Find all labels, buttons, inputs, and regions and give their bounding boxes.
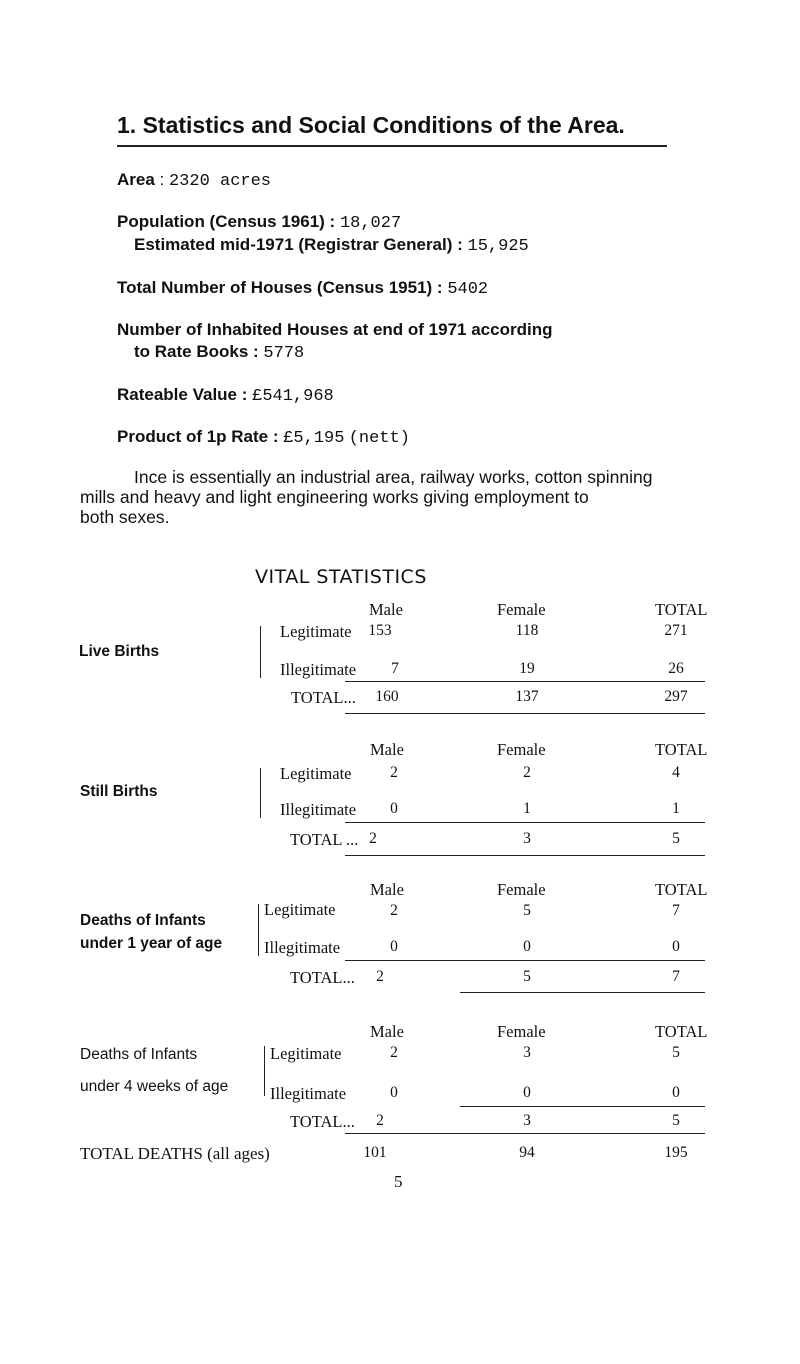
inf4-row-legit-female: 3 — [523, 1044, 531, 1061]
still-row-legit-total: 4 — [672, 764, 680, 781]
live-total-female: 137 — [515, 688, 539, 705]
inf1-row-legit-female: 5 — [523, 902, 531, 919]
live-total-header: TOTAL — [655, 600, 708, 619]
inf4-total-label: TOTAL... — [290, 1112, 355, 1131]
inf1-total-total: 7 — [672, 968, 680, 985]
total-deaths-total: 195 — [664, 1144, 688, 1161]
inf4-row-legit-label: Legitimate — [270, 1044, 342, 1063]
inf1-row-illegit-male: 0 — [390, 938, 398, 955]
houses-value: 5402 — [447, 280, 489, 299]
inf4-total-header: TOTAL — [655, 1022, 708, 1041]
inf1-row-legit-label: Legitimate — [264, 900, 336, 919]
inf1-male-header: Male — [370, 880, 404, 899]
live-total-total: 297 — [664, 688, 688, 705]
inhabited-label-2: to Rate Books — [134, 342, 249, 361]
still-births-brace — [260, 768, 261, 818]
inf1-female-header: Female — [497, 880, 546, 899]
live-row-illegit-male: 7 — [391, 660, 399, 677]
inf4-male-header: Male — [370, 1022, 404, 1041]
inf1-bottom-rule — [460, 992, 705, 993]
estimated-label: Estimated mid-1971 (Registrar General) — [134, 235, 453, 254]
inhabited-line1 — [117, 320, 552, 340]
inf1-total-header: TOTAL — [655, 880, 708, 899]
inf1-brace — [258, 904, 259, 956]
inf1-total-label: TOTAL... — [290, 968, 355, 987]
live-bottom-rule — [345, 713, 705, 714]
inf4-total-female: 3 — [523, 1112, 531, 1129]
live-row-legit-label: Legitimate — [280, 622, 352, 641]
still-total-label: TOTAL ... — [290, 830, 359, 849]
live-male-header: Male — [369, 600, 403, 619]
live-births-brace — [260, 626, 261, 678]
still-row-legit-label: Legitimate — [280, 764, 352, 783]
live-births-label: Live Births — [79, 643, 160, 660]
inf1-label-1: Deaths of Infants — [80, 912, 206, 929]
inf1-label-2: under 1 year of age — [80, 935, 223, 952]
description-line-3: both sexes. — [80, 507, 170, 527]
description-line-2: mills and heavy and light engineering works giving employment to — [80, 487, 589, 507]
still-bottom-rule — [345, 855, 705, 856]
inf1-row-illegit-total: 0 — [672, 938, 680, 955]
live-total-label: TOTAL... — [291, 688, 356, 707]
area-value: 2320 acres — [168, 172, 272, 191]
still-births-label: Still Births — [80, 783, 158, 800]
product-line: Product of 1p Rate : £5,195 (nett) — [117, 427, 410, 448]
still-total-male: 2 — [369, 830, 377, 847]
still-female-header: Female — [497, 740, 546, 759]
still-total-rule — [345, 822, 705, 823]
live-female-header: Female — [497, 600, 546, 619]
inf4-total-male: 2 — [376, 1112, 384, 1129]
product-value: £5,195 — [283, 429, 345, 448]
inf4-row-illegit-female: 0 — [523, 1084, 531, 1101]
area-line: Area : 2320 acres — [117, 170, 272, 191]
houses-line: Total Number of Houses (Census 1951) : 5402 — [117, 278, 489, 299]
description-line-1: Ince is essentially an industrial area, railway works, cotton spinning — [134, 467, 653, 487]
title-underline — [117, 145, 667, 147]
inf4-brace — [264, 1046, 265, 1096]
live-row-legit-female: 118 — [515, 622, 539, 639]
population-label: Population (Census 1961) — [117, 212, 325, 231]
live-row-legit-total: 271 — [664, 622, 688, 639]
still-row-illegit-label: Illegitimate — [280, 800, 357, 819]
inhabited-line2: to Rate Books : 5778 — [134, 342, 305, 363]
population-value: 18,027 — [339, 214, 402, 233]
estimated-value: 15,925 — [467, 237, 529, 256]
still-row-legit-female: 2 — [523, 764, 531, 781]
still-row-illegit-total: 1 — [672, 800, 680, 817]
product-note: (nett) — [348, 429, 410, 448]
inf1-row-legit-male: 2 — [390, 902, 398, 919]
inf1-row-illegit-label: Illegitimate — [264, 938, 341, 957]
live-row-illegit-label: Illegitimate — [280, 660, 357, 679]
inf4-total-total: 5 — [672, 1112, 680, 1129]
inf1-row-legit-total: 7 — [672, 902, 680, 919]
page-title: 1. Statistics and Social Conditions of the Area. — [117, 112, 625, 138]
still-row-illegit-female: 1 — [523, 800, 531, 817]
total-deaths-label: TOTAL DEATHS (all ages) — [80, 1144, 270, 1163]
inf4-female-header: Female — [497, 1022, 546, 1041]
inhabited-label-1: Number of Inhabited Houses at end of 1971 according — [117, 320, 553, 339]
live-total-male: 160 — [375, 688, 399, 705]
rateable-value: £541,968 — [252, 387, 334, 406]
still-total-female: 3 — [523, 830, 531, 847]
inf4-row-illegit-male: 0 — [390, 1084, 398, 1101]
rateable-line: Rateable Value : £541,968 — [117, 385, 334, 406]
product-label: Product of 1p Rate — [117, 427, 269, 446]
inf4-row-legit-total: 5 — [672, 1044, 680, 1061]
inhabited-value: 5778 — [263, 344, 305, 363]
live-row-illegit-female: 19 — [519, 660, 535, 677]
inf1-total-male: 2 — [376, 968, 384, 985]
inf1-row-illegit-female: 0 — [523, 938, 531, 955]
still-total-header: TOTAL — [655, 740, 708, 759]
inf4-total-rule — [460, 1106, 705, 1107]
live-total-rule — [345, 681, 705, 682]
still-total-total: 5 — [672, 830, 680, 847]
live-row-legit-male: 153 — [368, 622, 392, 639]
inf4-row-illegit-label: Illegitimate — [270, 1084, 347, 1103]
rateable-label: Rateable Value — [117, 385, 238, 404]
total-deaths-male: 101 — [363, 1144, 387, 1161]
inf4-row-illegit-total: 0 — [672, 1084, 680, 1101]
houses-label: Total Number of Houses (Census 1951) — [117, 278, 433, 297]
inf4-label-2: under 4 weeks of age — [80, 1078, 229, 1095]
still-row-legit-male: 2 — [390, 764, 398, 781]
still-male-header: Male — [370, 740, 404, 759]
vital-statistics-title: VITAL STATISTICS — [255, 566, 427, 588]
area-label: Area — [117, 170, 155, 189]
live-row-illegit-total: 26 — [668, 660, 684, 677]
inf4-bottom-rule — [345, 1133, 705, 1134]
page-number: 5 — [394, 1172, 403, 1191]
estimated-line: Estimated mid-1971 (Registrar General) : 15,925 — [134, 235, 529, 256]
inf4-label-1: Deaths of Infants — [80, 1046, 198, 1063]
population-line: Population (Census 1961) : 18,027 — [117, 212, 402, 233]
inf1-total-female: 5 — [523, 968, 531, 985]
inf1-total-rule — [345, 960, 705, 961]
inf4-row-legit-male: 2 — [390, 1044, 398, 1061]
still-row-illegit-male: 0 — [390, 800, 398, 817]
total-deaths-female: 94 — [519, 1144, 535, 1161]
